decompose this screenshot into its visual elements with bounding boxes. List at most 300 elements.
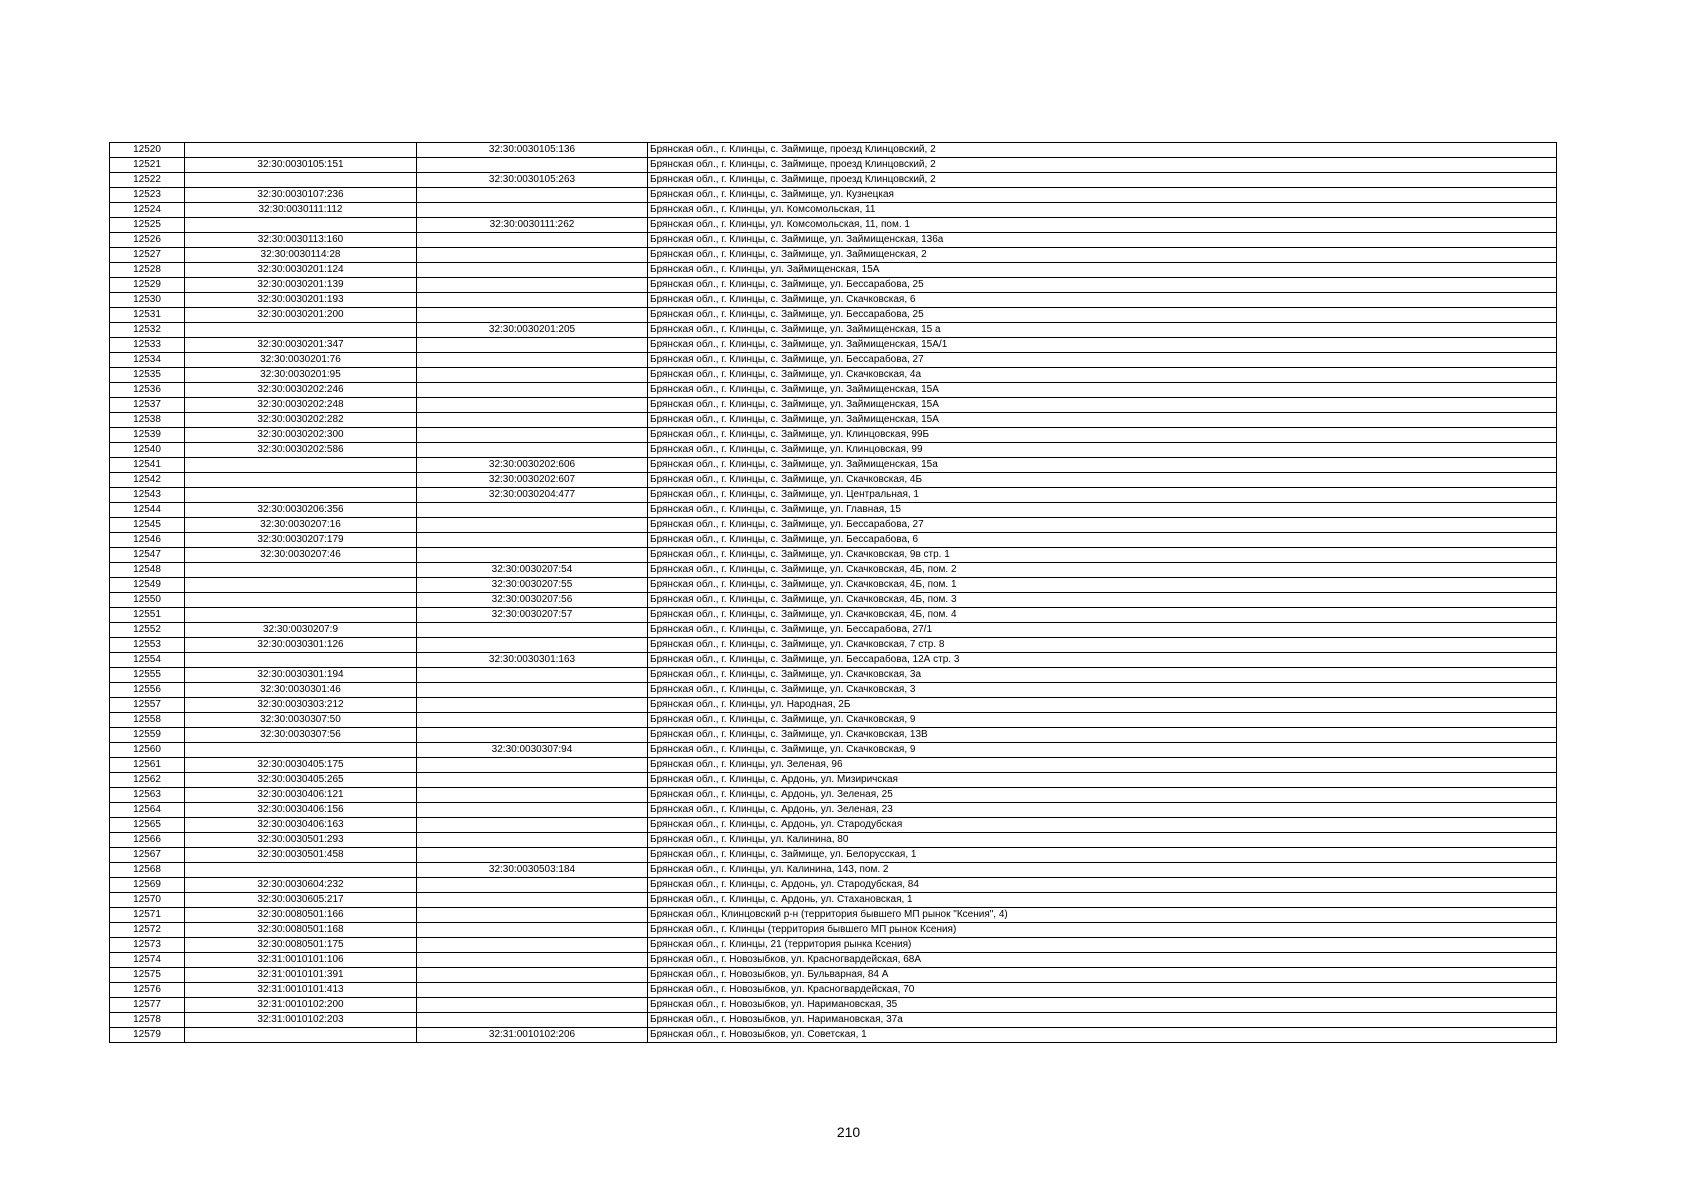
premises-cadastral-number-cell bbox=[417, 533, 648, 548]
address-cell: Брянская обл., г. Клинцы (территория бывшего МП рынок Ксения) bbox=[648, 923, 1557, 938]
row-number-cell: 12566 bbox=[110, 833, 185, 848]
row-number-cell: 12533 bbox=[110, 338, 185, 353]
address-cell: Брянская обл., г. Клинцы, с. Займище, ул. Займищенская, 15а bbox=[648, 458, 1557, 473]
cadastral-number-cell: 32:30:0030201:193 bbox=[185, 293, 417, 308]
row-number-cell: 12567 bbox=[110, 848, 185, 863]
row-number-cell: 12565 bbox=[110, 818, 185, 833]
table-row bbox=[110, 593, 1557, 608]
table-row bbox=[110, 728, 1557, 743]
premises-cadastral-number-cell bbox=[417, 338, 648, 353]
row-number-cell: 12576 bbox=[110, 983, 185, 998]
premises-cadastral-number-cell bbox=[417, 758, 648, 773]
table-row bbox=[110, 608, 1557, 623]
table-row bbox=[110, 218, 1557, 233]
premises-cadastral-number-cell bbox=[417, 623, 648, 638]
table-row bbox=[110, 983, 1557, 998]
cadastral-number-cell: 32:30:0030202:586 bbox=[185, 443, 417, 458]
cadastral-number-cell bbox=[185, 578, 417, 593]
premises-cadastral-number-cell: 32:30:0030105:136 bbox=[417, 143, 648, 158]
row-number-cell: 12551 bbox=[110, 608, 185, 623]
page-number: 210 bbox=[836, 1124, 861, 1140]
premises-cadastral-number-cell: 32:30:0030207:57 bbox=[417, 608, 648, 623]
table-row bbox=[110, 788, 1557, 803]
row-number-cell: 12552 bbox=[110, 623, 185, 638]
address-cell: Брянская обл., Клинцовский р-н (территория бывшего МП рынок "Ксения", 4) bbox=[648, 908, 1557, 923]
address-cell: Брянская обл., г. Клинцы, ул. Народная, 2Б bbox=[648, 698, 1557, 713]
premises-cadastral-number-cell bbox=[417, 668, 648, 683]
cadastral-number-cell bbox=[185, 1028, 417, 1043]
premises-cadastral-number-cell: 32:30:0030207:56 bbox=[417, 593, 648, 608]
address-cell: Брянская обл., г. Клинцы, с. Займище, ул. Скачковская, 7 стр. 8 bbox=[648, 638, 1557, 653]
address-cell: Брянская обл., г. Клинцы, ул. Калинина, 143, пом. 2 bbox=[648, 863, 1557, 878]
table-row bbox=[110, 158, 1557, 173]
address-cell: Брянская обл., г. Клинцы, с. Займище, ул. Бессарабова, 27/1 bbox=[648, 623, 1557, 638]
cadastral-number-cell bbox=[185, 563, 417, 578]
address-cell: Брянская обл., г. Клинцы, с. Ардонь, ул. Стародубская bbox=[648, 818, 1557, 833]
table-row bbox=[110, 638, 1557, 653]
row-number-cell: 12577 bbox=[110, 998, 185, 1013]
table-row bbox=[110, 398, 1557, 413]
premises-cadastral-number-cell bbox=[417, 383, 648, 398]
row-number-cell: 12569 bbox=[110, 878, 185, 893]
address-cell: Брянская обл., г. Клинцы, с. Займище, ул. Клинцовская, 99 bbox=[648, 443, 1557, 458]
table-row bbox=[110, 818, 1557, 833]
table-row bbox=[110, 368, 1557, 383]
address-cell: Брянская обл., г. Клинцы, с. Займище, ул. Займищенская, 15А bbox=[648, 383, 1557, 398]
cadastral-number-cell: 32:30:0030202:246 bbox=[185, 383, 417, 398]
premises-cadastral-number-cell: 32:30:0030202:606 bbox=[417, 458, 648, 473]
premises-cadastral-number-cell: 32:31:0010102:206 bbox=[417, 1028, 648, 1043]
table-row bbox=[110, 443, 1557, 458]
row-number-cell: 12548 bbox=[110, 563, 185, 578]
address-cell: Брянская обл., г. Новозыбков, ул. Красногвардейская, 68А bbox=[648, 953, 1557, 968]
address-cell: Брянская обл., г. Клинцы, с. Займище, ул. Бессарабова, 6 bbox=[648, 533, 1557, 548]
table-row bbox=[110, 743, 1557, 758]
row-number-cell: 12541 bbox=[110, 458, 185, 473]
row-number-cell: 12550 bbox=[110, 593, 185, 608]
registry-table bbox=[109, 142, 1557, 1043]
table-row bbox=[110, 383, 1557, 398]
row-number-cell: 12520 bbox=[110, 143, 185, 158]
premises-cadastral-number-cell bbox=[417, 968, 648, 983]
row-number-cell: 12571 bbox=[110, 908, 185, 923]
row-number-cell: 12528 bbox=[110, 263, 185, 278]
row-number-cell: 12543 bbox=[110, 488, 185, 503]
premises-cadastral-number-cell bbox=[417, 353, 648, 368]
row-number-cell: 12578 bbox=[110, 1013, 185, 1028]
premises-cadastral-number-cell bbox=[417, 413, 648, 428]
address-cell: Брянская обл., г. Клинцы, с. Займище, ул. Скачковская, 9в стр. 1 bbox=[648, 548, 1557, 563]
premises-cadastral-number-cell bbox=[417, 233, 648, 248]
cadastral-number-cell: 32:30:0030111:112 bbox=[185, 203, 417, 218]
premises-cadastral-number-cell bbox=[417, 713, 648, 728]
row-number-cell: 12524 bbox=[110, 203, 185, 218]
table-row bbox=[110, 908, 1557, 923]
cadastral-number-cell bbox=[185, 608, 417, 623]
cadastral-number-cell: 32:30:0030501:458 bbox=[185, 848, 417, 863]
premises-cadastral-number-cell bbox=[417, 848, 648, 863]
row-number-cell: 12523 bbox=[110, 188, 185, 203]
premises-cadastral-number-cell: 32:30:0030301:163 bbox=[417, 653, 648, 668]
cadastral-number-cell: 32:30:0030207:16 bbox=[185, 518, 417, 533]
table-row bbox=[110, 758, 1557, 773]
table-row bbox=[110, 548, 1557, 563]
premises-cadastral-number-cell: 32:30:0030202:607 bbox=[417, 473, 648, 488]
table-row bbox=[110, 1028, 1557, 1043]
table-row bbox=[110, 653, 1557, 668]
address-cell: Брянская обл., г. Клинцы, с. Займище, проезд Клинцовский, 2 bbox=[648, 173, 1557, 188]
row-number-cell: 12564 bbox=[110, 803, 185, 818]
premises-cadastral-number-cell bbox=[417, 878, 648, 893]
cadastral-number-cell: 32:30:0030405:265 bbox=[185, 773, 417, 788]
premises-cadastral-number-cell: 32:30:0030201:205 bbox=[417, 323, 648, 338]
row-number-cell: 12563 bbox=[110, 788, 185, 803]
cadastral-number-cell bbox=[185, 653, 417, 668]
cadastral-number-cell: 32:30:0030113:160 bbox=[185, 233, 417, 248]
table-row bbox=[110, 878, 1557, 893]
address-cell: Брянская обл., г. Клинцы, с. Займище, ул. Центральная, 1 bbox=[648, 488, 1557, 503]
premises-cadastral-number-cell bbox=[417, 773, 648, 788]
cadastral-number-cell: 32:30:0080501:166 bbox=[185, 908, 417, 923]
registry-table-body bbox=[110, 143, 1557, 1043]
table-row bbox=[110, 713, 1557, 728]
address-cell: Брянская обл., г. Клинцы, 21 (территория рынка Ксения) bbox=[648, 938, 1557, 953]
premises-cadastral-number-cell: 32:30:0030105:263 bbox=[417, 173, 648, 188]
row-number-cell: 12534 bbox=[110, 353, 185, 368]
address-cell: Брянская обл., г. Новозыбков, ул. Бульварная, 84 А bbox=[648, 968, 1557, 983]
address-cell: Брянская обл., г. Клинцы, с. Займище, ул. Главная, 15 bbox=[648, 503, 1557, 518]
address-cell: Брянская обл., г. Клинцы, ул. Калинина, 80 bbox=[648, 833, 1557, 848]
premises-cadastral-number-cell bbox=[417, 293, 648, 308]
row-number-cell: 12579 bbox=[110, 1028, 185, 1043]
row-number-cell: 12544 bbox=[110, 503, 185, 518]
row-number-cell: 12546 bbox=[110, 533, 185, 548]
table-row bbox=[110, 458, 1557, 473]
table-row bbox=[110, 248, 1557, 263]
cadastral-number-cell: 32:30:0030406:156 bbox=[185, 803, 417, 818]
table-row bbox=[110, 833, 1557, 848]
table-row bbox=[110, 533, 1557, 548]
address-cell: Брянская обл., г. Клинцы, с. Ардонь, ул. Зеленая, 23 bbox=[648, 803, 1557, 818]
cadastral-number-cell: 32:30:0080501:168 bbox=[185, 923, 417, 938]
row-number-cell: 12556 bbox=[110, 683, 185, 698]
table-row bbox=[110, 263, 1557, 278]
premises-cadastral-number-cell bbox=[417, 818, 648, 833]
address-cell: Брянская обл., г. Клинцы, с. Ардонь, ул. Стахановская, 1 bbox=[648, 893, 1557, 908]
cadastral-number-cell bbox=[185, 473, 417, 488]
address-cell: Брянская обл., г. Клинцы, с. Займище, ул. Займищенская, 15А/1 bbox=[648, 338, 1557, 353]
premises-cadastral-number-cell bbox=[417, 938, 648, 953]
premises-cadastral-number-cell bbox=[417, 263, 648, 278]
cadastral-number-cell: 32:30:0030207:179 bbox=[185, 533, 417, 548]
address-cell: Брянская обл., г. Клинцы, с. Займище, ул. Скачковская, 3а bbox=[648, 668, 1557, 683]
cadastral-number-cell bbox=[185, 173, 417, 188]
cadastral-number-cell: 32:30:0030202:300 bbox=[185, 428, 417, 443]
premises-cadastral-number-cell bbox=[417, 728, 648, 743]
row-number-cell: 12545 bbox=[110, 518, 185, 533]
table-row bbox=[110, 428, 1557, 443]
premises-cadastral-number-cell bbox=[417, 518, 648, 533]
cadastral-number-cell bbox=[185, 488, 417, 503]
cadastral-number-cell: 32:30:0030114:28 bbox=[185, 248, 417, 263]
row-number-cell: 12560 bbox=[110, 743, 185, 758]
table-row bbox=[110, 923, 1557, 938]
table-row bbox=[110, 488, 1557, 503]
premises-cadastral-number-cell bbox=[417, 953, 648, 968]
row-number-cell: 12555 bbox=[110, 668, 185, 683]
row-number-cell: 12537 bbox=[110, 398, 185, 413]
row-number-cell: 12522 bbox=[110, 173, 185, 188]
address-cell: Брянская обл., г. Клинцы, с. Займище, ул. Займищенская, 15 а bbox=[648, 323, 1557, 338]
address-cell: Брянская обл., г. Клинцы, ул. Займищенская, 15А bbox=[648, 263, 1557, 278]
table-row bbox=[110, 308, 1557, 323]
address-cell: Брянская обл., г. Клинцы, с. Займище, ул. Бессарабова, 25 bbox=[648, 278, 1557, 293]
cadastral-number-cell: 32:30:0030201:200 bbox=[185, 308, 417, 323]
row-number-cell: 12575 bbox=[110, 968, 185, 983]
row-number-cell: 12527 bbox=[110, 248, 185, 263]
row-number-cell: 12536 bbox=[110, 383, 185, 398]
cadastral-number-cell: 32:30:0030202:248 bbox=[185, 398, 417, 413]
address-cell: Брянская обл., г. Клинцы, с. Займище, проезд Клинцовский, 2 bbox=[648, 143, 1557, 158]
table-row bbox=[110, 578, 1557, 593]
row-number-cell: 12568 bbox=[110, 863, 185, 878]
premises-cadastral-number-cell bbox=[417, 398, 648, 413]
cadastral-number-cell: 32:30:0030201:95 bbox=[185, 368, 417, 383]
row-number-cell: 12561 bbox=[110, 758, 185, 773]
cadastral-number-cell: 32:31:0010102:200 bbox=[185, 998, 417, 1013]
premises-cadastral-number-cell bbox=[417, 503, 648, 518]
cadastral-number-cell: 32:30:0030206:356 bbox=[185, 503, 417, 518]
address-cell: Брянская обл., г. Клинцы, с. Займище, ул. Бессарабова, 27 bbox=[648, 518, 1557, 533]
table-row bbox=[110, 668, 1557, 683]
row-number-cell: 12538 bbox=[110, 413, 185, 428]
cadastral-number-cell: 32:30:0030301:126 bbox=[185, 638, 417, 653]
address-cell: Брянская обл., г. Клинцы, с. Займище, ул. Скачковская, 9 bbox=[648, 743, 1557, 758]
row-number-cell: 12540 bbox=[110, 443, 185, 458]
cadastral-number-cell bbox=[185, 458, 417, 473]
table-row bbox=[110, 623, 1557, 638]
premises-cadastral-number-cell bbox=[417, 683, 648, 698]
premises-cadastral-number-cell bbox=[417, 923, 648, 938]
address-cell: Брянская обл., г. Клинцы, с. Займище, ул. Скачковская, 9 bbox=[648, 713, 1557, 728]
cadastral-number-cell: 32:30:0030605:217 bbox=[185, 893, 417, 908]
row-number-cell: 12521 bbox=[110, 158, 185, 173]
cadastral-number-cell: 32:31:0010102:203 bbox=[185, 1013, 417, 1028]
address-cell: Брянская обл., г. Клинцы, с. Займище, ул. Скачковская, 4Б, пом. 4 bbox=[648, 608, 1557, 623]
premises-cadastral-number-cell bbox=[417, 908, 648, 923]
row-number-cell: 12526 bbox=[110, 233, 185, 248]
address-cell: Брянская обл., г. Клинцы, с. Займище, ул. Скачковская, 3 bbox=[648, 683, 1557, 698]
table-row bbox=[110, 998, 1557, 1013]
address-cell: Брянская обл., г. Клинцы, ул. Комсомольская, 11 bbox=[648, 203, 1557, 218]
cadastral-number-cell: 32:30:0030105:151 bbox=[185, 158, 417, 173]
row-number-cell: 12532 bbox=[110, 323, 185, 338]
table-row bbox=[110, 698, 1557, 713]
cadastral-number-cell: 32:30:0030301:46 bbox=[185, 683, 417, 698]
address-cell: Брянская обл., г. Клинцы, с. Займище, проезд Клинцовский, 2 bbox=[648, 158, 1557, 173]
table-row bbox=[110, 518, 1557, 533]
cadastral-number-cell: 32:30:0080501:175 bbox=[185, 938, 417, 953]
cadastral-number-cell: 32:31:0010101:413 bbox=[185, 983, 417, 998]
cadastral-number-cell: 32:30:0030202:282 bbox=[185, 413, 417, 428]
premises-cadastral-number-cell bbox=[417, 443, 648, 458]
address-cell: Брянская обл., г. Клинцы, с. Займище, ул. Займищенская, 15А bbox=[648, 398, 1557, 413]
cadastral-number-cell bbox=[185, 218, 417, 233]
premises-cadastral-number-cell: 32:30:0030207:54 bbox=[417, 563, 648, 578]
row-number-cell: 12557 bbox=[110, 698, 185, 713]
address-cell: Брянская обл., г. Клинцы, с. Займище, ул. Скачковская, 4Б, пом. 2 bbox=[648, 563, 1557, 578]
address-cell: Брянская обл., г. Клинцы, с. Займище, ул. Скачковская, 4Б, пом. 1 bbox=[648, 578, 1557, 593]
address-cell: Брянская обл., г. Клинцы, с. Займище, ул. Скачковская, 4а bbox=[648, 368, 1557, 383]
row-number-cell: 12562 bbox=[110, 773, 185, 788]
premises-cadastral-number-cell bbox=[417, 788, 648, 803]
address-cell: Брянская обл., г. Клинцы, с. Займище, ул. Белорусская, 1 bbox=[648, 848, 1557, 863]
premises-cadastral-number-cell bbox=[417, 983, 648, 998]
premises-cadastral-number-cell: 32:30:0030204:477 bbox=[417, 488, 648, 503]
address-cell: Брянская обл., г. Клинцы, с. Займище, ул. Кузнецкая bbox=[648, 188, 1557, 203]
address-cell: Брянская обл., г. Клинцы, с. Займище, ул. Бессарабова, 25 bbox=[648, 308, 1557, 323]
table-row bbox=[110, 323, 1557, 338]
premises-cadastral-number-cell bbox=[417, 833, 648, 848]
row-number-cell: 12574 bbox=[110, 953, 185, 968]
premises-cadastral-number-cell: 32:30:0030503:184 bbox=[417, 863, 648, 878]
cadastral-number-cell: 32:30:0030201:139 bbox=[185, 278, 417, 293]
premises-cadastral-number-cell bbox=[417, 428, 648, 443]
table-row bbox=[110, 293, 1557, 308]
cadastral-number-cell: 32:30:0030201:76 bbox=[185, 353, 417, 368]
address-cell: Брянская обл., г. Клинцы, с. Займище, ул. Займищенская, 15А bbox=[648, 413, 1557, 428]
table-row bbox=[110, 233, 1557, 248]
table-row bbox=[110, 353, 1557, 368]
row-number-cell: 12531 bbox=[110, 308, 185, 323]
cadastral-number-cell: 32:31:0010101:106 bbox=[185, 953, 417, 968]
table-row bbox=[110, 848, 1557, 863]
address-cell: Брянская обл., г. Клинцы, с. Займище, ул. Бессарабова, 27 bbox=[648, 353, 1557, 368]
cadastral-number-cell: 32:30:0030307:50 bbox=[185, 713, 417, 728]
table-row bbox=[110, 683, 1557, 698]
address-cell: Брянская обл., г. Клинцы, с. Займище, ул. Займищенская, 2 bbox=[648, 248, 1557, 263]
premises-cadastral-number-cell bbox=[417, 998, 648, 1013]
address-cell: Брянская обл., г. Клинцы, с. Займище, ул. Займищенская, 136а bbox=[648, 233, 1557, 248]
premises-cadastral-number-cell bbox=[417, 638, 648, 653]
row-number-cell: 12553 bbox=[110, 638, 185, 653]
cadastral-number-cell: 32:30:0030201:124 bbox=[185, 263, 417, 278]
table-row bbox=[110, 173, 1557, 188]
address-cell: Брянская обл., г. Новозыбков, ул. Наримановская, 35 bbox=[648, 998, 1557, 1013]
address-cell: Брянская обл., г. Клинцы, с. Ардонь, ул. Зеленая, 25 bbox=[648, 788, 1557, 803]
cadastral-number-cell bbox=[185, 323, 417, 338]
cadastral-number-cell: 32:30:0030207:9 bbox=[185, 623, 417, 638]
table-row bbox=[110, 863, 1557, 878]
premises-cadastral-number-cell: 32:30:0030111:262 bbox=[417, 218, 648, 233]
row-number-cell: 12570 bbox=[110, 893, 185, 908]
table-row bbox=[110, 188, 1557, 203]
premises-cadastral-number-cell bbox=[417, 893, 648, 908]
address-cell: Брянская обл., г. Клинцы, с. Займище, ул. Скачковская, 6 bbox=[648, 293, 1557, 308]
cadastral-number-cell bbox=[185, 143, 417, 158]
premises-cadastral-number-cell bbox=[417, 158, 648, 173]
premises-cadastral-number-cell bbox=[417, 698, 648, 713]
premises-cadastral-number-cell bbox=[417, 548, 648, 563]
premises-cadastral-number-cell bbox=[417, 203, 648, 218]
row-number-cell: 12547 bbox=[110, 548, 185, 563]
premises-cadastral-number-cell: 32:30:0030307:94 bbox=[417, 743, 648, 758]
cadastral-number-cell: 32:30:0030406:121 bbox=[185, 788, 417, 803]
table-row bbox=[110, 338, 1557, 353]
cadastral-number-cell: 32:30:0030406:163 bbox=[185, 818, 417, 833]
table-row bbox=[110, 968, 1557, 983]
table-row bbox=[110, 413, 1557, 428]
cadastral-number-cell: 32:31:0010101:391 bbox=[185, 968, 417, 983]
premises-cadastral-number-cell bbox=[417, 308, 648, 323]
address-cell: Брянская обл., г. Новозыбков, ул. Наримановская, 37а bbox=[648, 1013, 1557, 1028]
table-row bbox=[110, 803, 1557, 818]
cadastral-number-cell: 32:30:0030501:293 bbox=[185, 833, 417, 848]
table-row bbox=[110, 953, 1557, 968]
address-cell: Брянская обл., г. Клинцы, с. Займище, ул. Скачковская, 13В bbox=[648, 728, 1557, 743]
address-cell: Брянская обл., г. Клинцы, с. Ардонь, ул. Мизиричская bbox=[648, 773, 1557, 788]
cadastral-number-cell: 32:30:0030301:194 bbox=[185, 668, 417, 683]
table-row bbox=[110, 203, 1557, 218]
table-row bbox=[110, 503, 1557, 518]
row-number-cell: 12558 bbox=[110, 713, 185, 728]
row-number-cell: 12549 bbox=[110, 578, 185, 593]
cadastral-number-cell: 32:30:0030201:347 bbox=[185, 338, 417, 353]
address-cell: Брянская обл., г. Клинцы, ул. Комсомольская, 11, пом. 1 bbox=[648, 218, 1557, 233]
address-cell: Брянская обл., г. Клинцы, с. Займище, ул. Скачковская, 4Б, пом. 3 bbox=[648, 593, 1557, 608]
address-cell: Брянская обл., г. Клинцы, с. Ардонь, ул. Стародубская, 84 bbox=[648, 878, 1557, 893]
cadastral-number-cell bbox=[185, 863, 417, 878]
table-row bbox=[110, 938, 1557, 953]
table-row bbox=[110, 1013, 1557, 1028]
table-row bbox=[110, 143, 1557, 158]
table-row bbox=[110, 473, 1557, 488]
row-number-cell: 12542 bbox=[110, 473, 185, 488]
row-number-cell: 12559 bbox=[110, 728, 185, 743]
row-number-cell: 12539 bbox=[110, 428, 185, 443]
premises-cadastral-number-cell: 32:30:0030207:55 bbox=[417, 578, 648, 593]
table-row bbox=[110, 893, 1557, 908]
premises-cadastral-number-cell bbox=[417, 803, 648, 818]
premises-cadastral-number-cell bbox=[417, 248, 648, 263]
cadastral-number-cell: 32:30:0030307:56 bbox=[185, 728, 417, 743]
row-number-cell: 12572 bbox=[110, 923, 185, 938]
premises-cadastral-number-cell bbox=[417, 278, 648, 293]
address-cell: Брянская обл., г. Новозыбков, ул. Советская, 1 bbox=[648, 1028, 1557, 1043]
cadastral-number-cell: 32:30:0030107:236 bbox=[185, 188, 417, 203]
address-cell: Брянская обл., г. Клинцы, с. Займище, ул. Клинцовская, 99Б bbox=[648, 428, 1557, 443]
premises-cadastral-number-cell bbox=[417, 368, 648, 383]
row-number-cell: 12525 bbox=[110, 218, 185, 233]
row-number-cell: 12573 bbox=[110, 938, 185, 953]
address-cell: Брянская обл., г. Новозыбков, ул. Красногвардейская, 70 bbox=[648, 983, 1557, 998]
premises-cadastral-number-cell bbox=[417, 188, 648, 203]
row-number-cell: 12535 bbox=[110, 368, 185, 383]
cadastral-number-cell: 32:30:0030405:175 bbox=[185, 758, 417, 773]
address-cell: Брянская обл., г. Клинцы, с. Займище, ул. Скачковская, 4Б bbox=[648, 473, 1557, 488]
row-number-cell: 12530 bbox=[110, 293, 185, 308]
cadastral-number-cell: 32:30:0030207:46 bbox=[185, 548, 417, 563]
row-number-cell: 12554 bbox=[110, 653, 185, 668]
table-row bbox=[110, 563, 1557, 578]
premises-cadastral-number-cell bbox=[417, 1013, 648, 1028]
address-cell: Брянская обл., г. Клинцы, ул. Зеленая, 96 bbox=[648, 758, 1557, 773]
cadastral-number-cell: 32:30:0030303:212 bbox=[185, 698, 417, 713]
cadastral-number-cell bbox=[185, 743, 417, 758]
address-cell: Брянская обл., г. Клинцы, с. Займище, ул. Бессарабова, 12А стр. 3 bbox=[648, 653, 1557, 668]
cadastral-number-cell bbox=[185, 593, 417, 608]
cadastral-number-cell: 32:30:0030604:232 bbox=[185, 878, 417, 893]
